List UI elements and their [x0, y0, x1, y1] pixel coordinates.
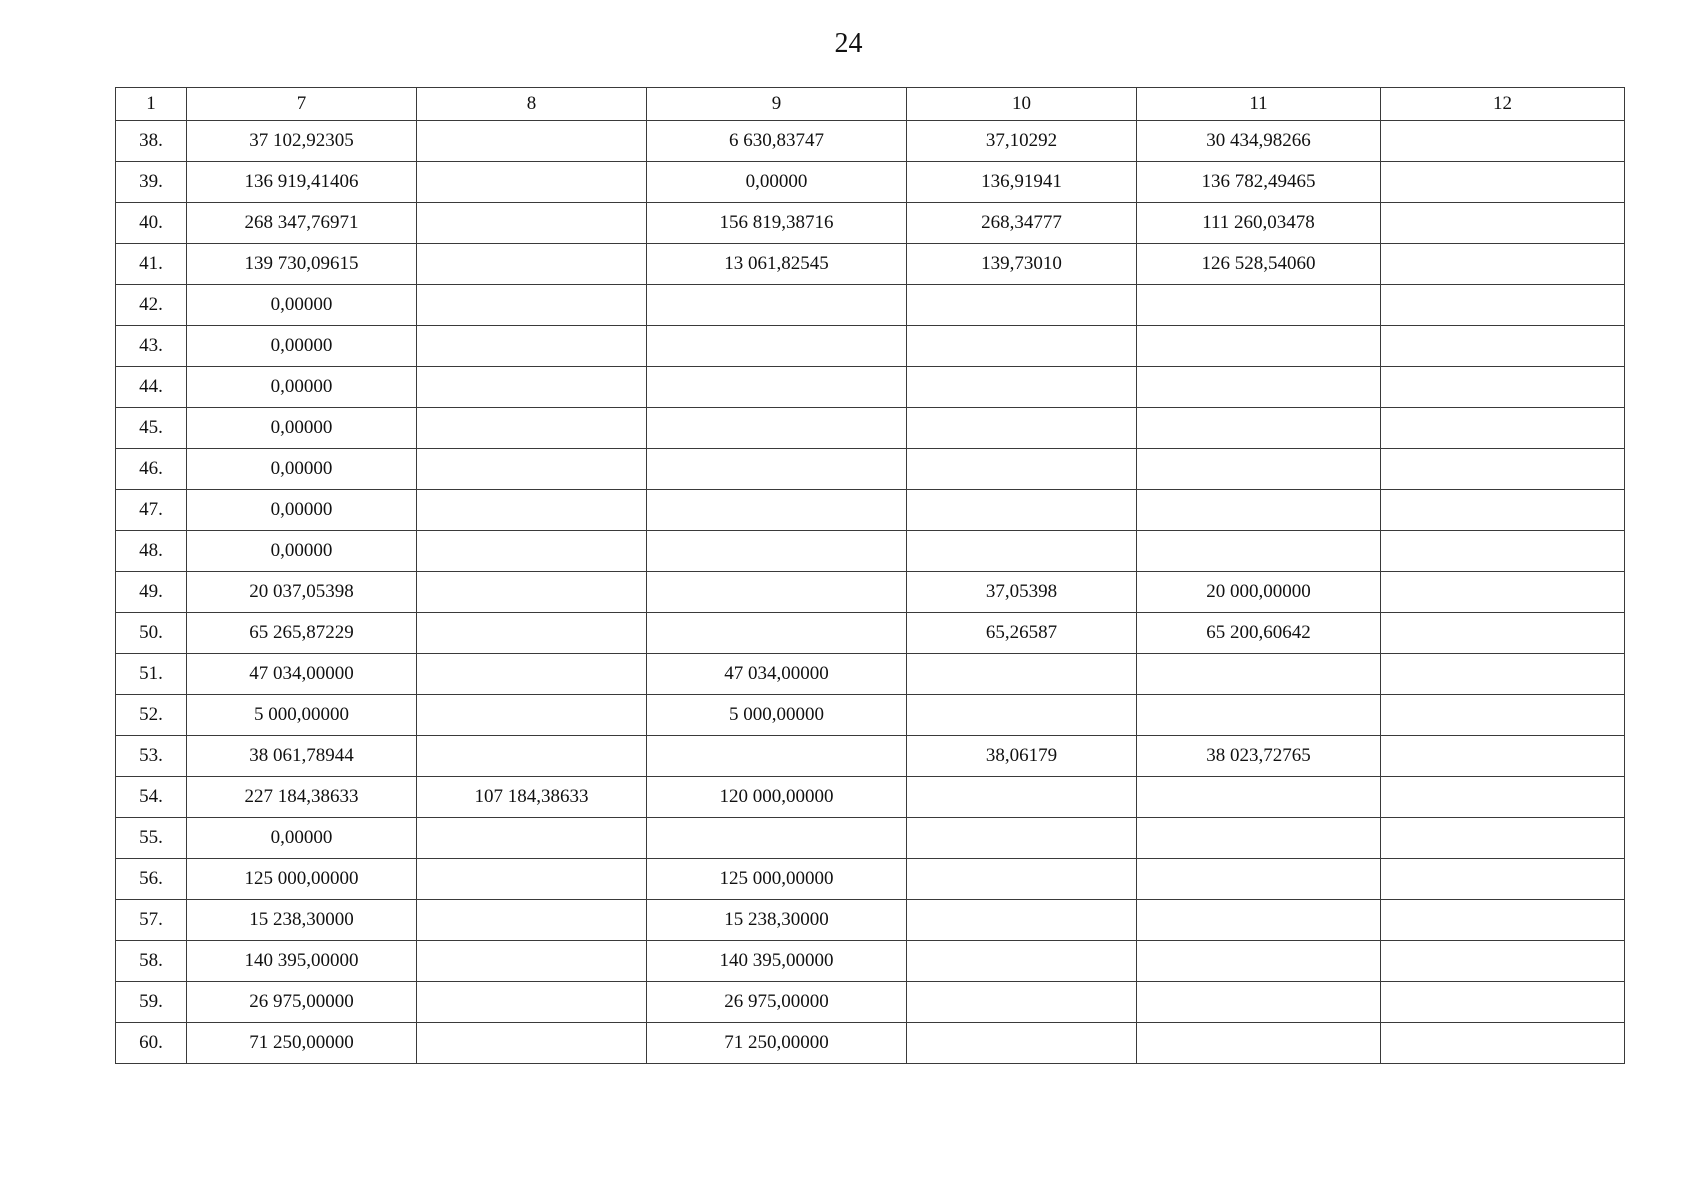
table-cell: 0,00000: [647, 162, 907, 203]
table-cell: [1137, 982, 1381, 1023]
table-cell: 140 395,00000: [647, 941, 907, 982]
table-cell: [647, 613, 907, 654]
table-cell: 136 919,41406: [187, 162, 417, 203]
row-number-cell: 48.: [116, 531, 187, 572]
table-cell: [1381, 244, 1625, 285]
row-number-cell: 57.: [116, 900, 187, 941]
table-row: [116, 367, 1625, 408]
table-cell: 65,26587: [907, 613, 1137, 654]
row-number-cell: 45.: [116, 408, 187, 449]
table-cell: [647, 736, 907, 777]
table-row: [116, 736, 1625, 777]
table-cell: [417, 244, 647, 285]
table-cell: 268 347,76971: [187, 203, 417, 244]
header-row: [116, 88, 1625, 121]
page-number: 24: [834, 28, 863, 59]
table-cell: 15 238,30000: [647, 900, 907, 941]
table-row: [116, 1023, 1625, 1064]
table-cell: 126 528,54060: [1137, 244, 1381, 285]
table-row: [116, 490, 1625, 531]
table-cell: 0,00000: [187, 285, 417, 326]
table-cell: 71 250,00000: [187, 1023, 417, 1064]
table-row: [116, 326, 1625, 367]
table-cell: [1137, 367, 1381, 408]
table-cell: [1381, 859, 1625, 900]
table-row: [116, 244, 1625, 285]
table-cell: [1137, 326, 1381, 367]
table-cell: [417, 285, 647, 326]
table-cell: [907, 982, 1137, 1023]
table-cell: [1381, 1023, 1625, 1064]
table-cell: 26 975,00000: [647, 982, 907, 1023]
table-cell: [1381, 736, 1625, 777]
table-cell: [907, 449, 1137, 490]
table-cell: 47 034,00000: [647, 654, 907, 695]
row-number-cell: 38.: [116, 121, 187, 162]
row-number-cell: 50.: [116, 613, 187, 654]
row-number-cell: 60.: [116, 1023, 187, 1064]
table-cell: 0,00000: [187, 818, 417, 859]
table-cell: [417, 818, 647, 859]
table-cell: 37,05398: [907, 572, 1137, 613]
table-cell: [907, 859, 1137, 900]
row-number-cell: 42.: [116, 285, 187, 326]
table-cell: [417, 408, 647, 449]
row-number-cell: 59.: [116, 982, 187, 1023]
column-header-11: 11: [1137, 88, 1381, 121]
table-cell: 38,06179: [907, 736, 1137, 777]
table-cell: 71 250,00000: [647, 1023, 907, 1064]
table-cell: [907, 408, 1137, 449]
table-cell: [647, 326, 907, 367]
table-cell: 140 395,00000: [187, 941, 417, 982]
table-cell: [417, 1023, 647, 1064]
table-cell: [417, 941, 647, 982]
table-cell: 38 061,78944: [187, 736, 417, 777]
row-number-cell: 44.: [116, 367, 187, 408]
row-number-cell: 41.: [116, 244, 187, 285]
table-cell: [417, 572, 647, 613]
table-cell: [1137, 654, 1381, 695]
table-cell: [647, 531, 907, 572]
table-cell: [1137, 490, 1381, 531]
table-cell: [417, 531, 647, 572]
table-row: [116, 941, 1625, 982]
row-number-cell: 52.: [116, 695, 187, 736]
table-cell: [647, 490, 907, 531]
table-cell: [1381, 449, 1625, 490]
row-number-cell: 40.: [116, 203, 187, 244]
table-cell: 37,10292: [907, 121, 1137, 162]
table-cell: [1137, 818, 1381, 859]
row-number-cell: 43.: [116, 326, 187, 367]
table-cell: [1381, 941, 1625, 982]
table-cell: [907, 285, 1137, 326]
table-cell: [417, 736, 647, 777]
table-cell: [417, 490, 647, 531]
table-cell: 136,91941: [907, 162, 1137, 203]
table-cell: [907, 695, 1137, 736]
table-cell: [1381, 285, 1625, 326]
table-cell: 20 000,00000: [1137, 572, 1381, 613]
table-row: [116, 982, 1625, 1023]
table-cell: [417, 982, 647, 1023]
row-number-cell: 55.: [116, 818, 187, 859]
table-cell: 0,00000: [187, 326, 417, 367]
table-cell: [1381, 695, 1625, 736]
table-cell: 26 975,00000: [187, 982, 417, 1023]
table-row: [116, 162, 1625, 203]
table-cell: [1381, 613, 1625, 654]
table-row: [116, 285, 1625, 326]
table-cell: [1381, 777, 1625, 818]
table-row: [116, 203, 1625, 244]
table-cell: [1137, 531, 1381, 572]
table-cell: 125 000,00000: [647, 859, 907, 900]
table-cell: 38 023,72765: [1137, 736, 1381, 777]
table-cell: [1137, 777, 1381, 818]
row-number-cell: 49.: [116, 572, 187, 613]
table-cell: 107 184,38633: [417, 777, 647, 818]
table-row: [116, 572, 1625, 613]
table-cell: [417, 121, 647, 162]
table-cell: [647, 449, 907, 490]
table-cell: 65 265,87229: [187, 613, 417, 654]
table-cell: 227 184,38633: [187, 777, 417, 818]
table-cell: [1381, 162, 1625, 203]
table-cell: [417, 695, 647, 736]
row-number-cell: 56.: [116, 859, 187, 900]
table-cell: [647, 367, 907, 408]
table-cell: [1381, 490, 1625, 531]
table-row: [116, 121, 1625, 162]
row-number-cell: 47.: [116, 490, 187, 531]
table-cell: 139,73010: [907, 244, 1137, 285]
table-cell: [1381, 982, 1625, 1023]
table-cell: 6 630,83747: [647, 121, 907, 162]
table-cell: [907, 900, 1137, 941]
table-cell: [417, 654, 647, 695]
table-cell: [1381, 818, 1625, 859]
table-cell: 0,00000: [187, 490, 417, 531]
table-cell: [1137, 695, 1381, 736]
table-cell: [647, 818, 907, 859]
table-cell: [1381, 408, 1625, 449]
table-cell: 0,00000: [187, 367, 417, 408]
table-cell: [417, 613, 647, 654]
table-cell: 0,00000: [187, 449, 417, 490]
table-cell: [907, 490, 1137, 531]
data-table: [115, 87, 1625, 1064]
row-number-cell: 46.: [116, 449, 187, 490]
table-cell: [907, 531, 1137, 572]
table-cell: [1381, 654, 1625, 695]
column-header-8: 8: [417, 88, 647, 121]
table-row: [116, 900, 1625, 941]
row-number-cell: 39.: [116, 162, 187, 203]
table-row: [116, 654, 1625, 695]
table-cell: [417, 900, 647, 941]
table-cell: [907, 818, 1137, 859]
table-cell: [417, 162, 647, 203]
table-cell: [1137, 408, 1381, 449]
row-number-cell: 53.: [116, 736, 187, 777]
table-cell: 120 000,00000: [647, 777, 907, 818]
table-row: [116, 408, 1625, 449]
table-row: [116, 449, 1625, 490]
table-row: [116, 818, 1625, 859]
table-cell: [647, 285, 907, 326]
table-row: [116, 859, 1625, 900]
table-cell: 136 782,49465: [1137, 162, 1381, 203]
table-cell: [647, 572, 907, 613]
table-cell: 5 000,00000: [647, 695, 907, 736]
column-header-1: 1: [116, 88, 187, 121]
table-cell: 13 061,82545: [647, 244, 907, 285]
table-cell: [1137, 1023, 1381, 1064]
table-cell: 37 102,92305: [187, 121, 417, 162]
table-cell: 5 000,00000: [187, 695, 417, 736]
row-number-cell: 54.: [116, 777, 187, 818]
table-cell: [1137, 941, 1381, 982]
table-cell: 125 000,00000: [187, 859, 417, 900]
table-cell: [1381, 326, 1625, 367]
table-cell: [417, 859, 647, 900]
table-cell: [647, 408, 907, 449]
table-cell: [907, 654, 1137, 695]
table-cell: [1137, 900, 1381, 941]
table-row: [116, 695, 1625, 736]
table-cell: 156 819,38716: [647, 203, 907, 244]
table-cell: [907, 367, 1137, 408]
table-cell: [1137, 859, 1381, 900]
row-number-cell: 58.: [116, 941, 187, 982]
table-cell: [417, 326, 647, 367]
table-cell: [1381, 900, 1625, 941]
table-cell: 139 730,09615: [187, 244, 417, 285]
table-cell: [417, 449, 647, 490]
table-cell: [1381, 121, 1625, 162]
table-cell: 111 260,03478: [1137, 203, 1381, 244]
table-cell: 268,34777: [907, 203, 1137, 244]
table-cell: [1137, 449, 1381, 490]
column-header-7: 7: [187, 88, 417, 121]
table-cell: [417, 203, 647, 244]
table-row: [116, 777, 1625, 818]
table-cell: [1381, 367, 1625, 408]
table-cell: 0,00000: [187, 408, 417, 449]
row-number-cell: 51.: [116, 654, 187, 695]
table-cell: 30 434,98266: [1137, 121, 1381, 162]
column-header-12: 12: [1381, 88, 1625, 121]
table-row: [116, 613, 1625, 654]
table-cell: 0,00000: [187, 531, 417, 572]
table-cell: 47 034,00000: [187, 654, 417, 695]
table-cell: 65 200,60642: [1137, 613, 1381, 654]
table-cell: [1381, 572, 1625, 613]
table-cell: [907, 1023, 1137, 1064]
column-header-9: 9: [647, 88, 907, 121]
table-cell: [907, 777, 1137, 818]
column-header-10: 10: [907, 88, 1137, 121]
table-cell: [417, 367, 647, 408]
table-body: [116, 121, 1625, 1064]
table-row: [116, 531, 1625, 572]
table-cell: [1381, 203, 1625, 244]
table-header: [116, 88, 1625, 121]
table-cell: [1137, 285, 1381, 326]
table-cell: 15 238,30000: [187, 900, 417, 941]
table-cell: [1381, 531, 1625, 572]
table-cell: 20 037,05398: [187, 572, 417, 613]
table-cell: [907, 941, 1137, 982]
table-cell: [907, 326, 1137, 367]
